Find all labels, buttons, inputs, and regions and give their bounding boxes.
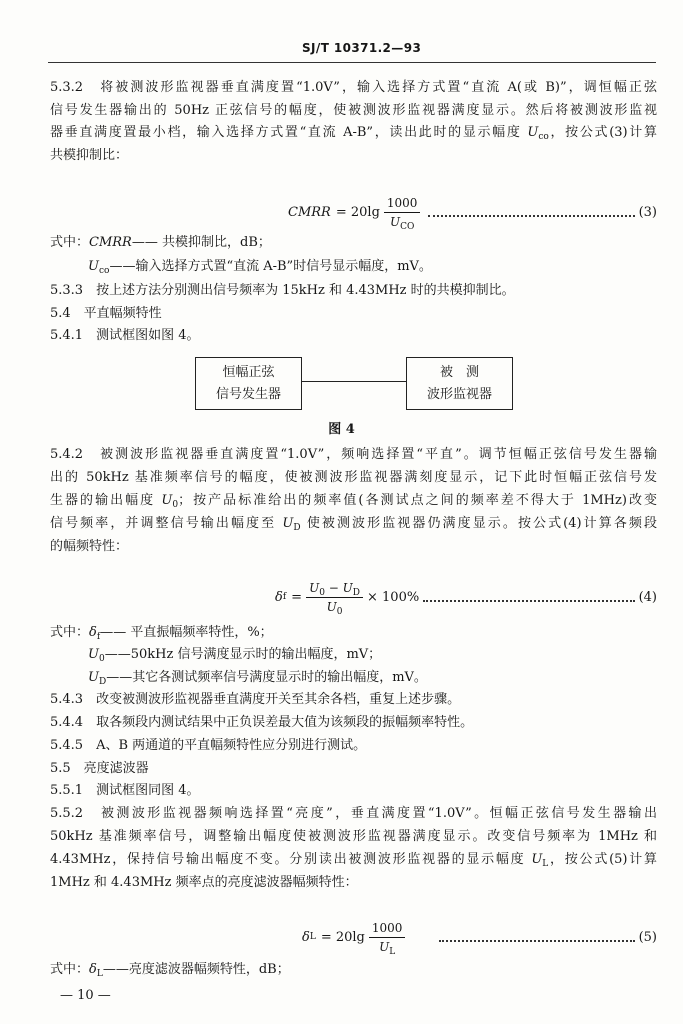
clause-5-4-2-line-5: 的幅频特性：	[50, 539, 129, 554]
formula-number: (4)	[638, 589, 657, 605]
fraction-denominator	[324, 598, 346, 615]
standard-code-header: SJ/T 10371.2—93	[302, 41, 422, 55]
clause-5-4-4: 5.4.4 取各频段内测试结果中正负误差最大值为该频段的振幅频率特性。	[50, 715, 474, 730]
box-label-line: 波形监视器	[426, 387, 492, 402]
symbol-delta: δ	[89, 625, 97, 640]
text-segment: 使被测波形监视器仍满度显示。按公式(4)计算各频段	[300, 516, 657, 531]
symbol-u: U	[527, 125, 539, 140]
fraction-denominator	[387, 213, 417, 230]
symbol-subscript: CO	[400, 221, 415, 232]
formula-number: (5)	[638, 929, 657, 945]
figure-caption: 图 4	[328, 422, 355, 437]
section-heading-5-4: 5.4 平直幅频特性	[50, 306, 162, 321]
where-clause-line	[88, 257, 657, 277]
symbol-delta: δ	[275, 589, 283, 605]
symbol-u: U	[282, 516, 294, 531]
text-segment: 生器的输出幅度	[50, 493, 162, 508]
symbol-description: —— 平直振幅频率特性，%；	[100, 625, 273, 640]
text-segment: ，按公式(5)计算	[548, 852, 658, 867]
symbol-cmrr: CMRR	[89, 235, 132, 250]
box-label-line: 信号发生器	[215, 387, 281, 402]
clause-5-5-2-line-2: 50kHz 基准频率信号，调整输出幅度使被测波形监视器满度显示。改变信号频率为 1MHz 和	[50, 829, 657, 844]
formula-5: δ L = 20lg $\frac{1000}{U_L}$ (5)	[302, 920, 657, 957]
clause-5-3-3: 5.3.3 按上述方法分别测出信号频率为 15kHz 和 4.43MHz 时的共模抑制比。	[50, 283, 515, 298]
formula-operator: =	[291, 589, 303, 605]
formula-operator: = 20lg	[335, 204, 380, 220]
text-segment: 器垂直满度置最小档，输入选择方式置“直流 A-B”，读出此时的显示幅度	[50, 125, 528, 140]
where-clause-line	[88, 668, 657, 688]
formula-number: (3)	[638, 204, 657, 220]
symbol-description: ——输入选择方式置“直流 A-B”时信号显示幅度，mV。	[109, 259, 432, 274]
fraction-denominator	[376, 938, 398, 955]
section-heading-5-5: 5.5 亮度滤波器	[50, 761, 149, 776]
formula-4: δ f = $\frac{U_0 - U_D}{U_0}$ × 100% (4)	[275, 580, 657, 617]
signal-generator-box	[195, 357, 302, 410]
text-segment: 4.43MHz，保持信号输出幅度不变。分别读出被测波形监视器的显示幅度	[50, 852, 532, 867]
symbol-subscript: co	[538, 132, 549, 142]
symbol-u: U	[161, 493, 173, 508]
clause-5-4-2-line-2: 出的 50kHz 基准频率信号的幅度，使被测波形监视器满刻度显示，记下此时恒幅正弦信号发	[50, 470, 657, 485]
symbol-u: U	[88, 259, 99, 274]
symbol-subscript: 0	[336, 606, 343, 617]
symbol-delta: δ	[89, 962, 97, 977]
clause-5-5-2-line-3	[50, 850, 657, 870]
text-segment: ；按产品标准给出的频率值(各测试点之间的频率差不得大于 1MHz)改变	[178, 493, 657, 508]
box-label-line: 被 测	[439, 365, 479, 380]
clause-5-4-2-line-1: 5.4.2 被测波形监视器垂直满度置“1.0V”，频响选择置“平直”。调节恒幅正弦信号发生器输	[50, 447, 657, 462]
symbol-subscript: D	[352, 587, 360, 598]
formula-fraction	[306, 580, 363, 615]
clause-5-5-2-line-1: 5.5.2 被测波形监视器频响选择置“亮度”，垂直满度置“1.0V”。恒幅正弦信号发生器输出	[50, 806, 657, 821]
formula-operator: = 20lg	[320, 929, 365, 945]
where-label: 式中：	[50, 962, 90, 977]
clause-5-5-1: 5.5.1 测试框图同图 4。	[50, 783, 200, 798]
dot-leader	[423, 600, 634, 602]
symbol-description: ——亮度滤波器幅频特性，dB；	[102, 962, 290, 977]
symbol-subscript: co	[98, 266, 110, 276]
text-segment: ，按公式(3)计算	[548, 125, 657, 140]
symbol-delta: δ	[302, 929, 310, 945]
symbol-u: U	[379, 939, 390, 954]
dot-leader	[439, 940, 634, 942]
symbol-subscript: f	[96, 632, 101, 642]
where-clause-line	[50, 233, 657, 253]
symbol-subscript: 0	[319, 587, 325, 598]
symbol-subscript: D	[293, 523, 301, 533]
clause-5-4-1: 5.4.1 测试框图如图 4。	[50, 328, 200, 343]
symbol-u: U	[389, 214, 401, 229]
formula-3	[288, 190, 657, 234]
symbol-subscript: 0	[98, 654, 105, 664]
symbol-subscript: L	[542, 859, 549, 869]
fraction-numerator	[306, 580, 363, 598]
symbol-u: U	[88, 647, 99, 662]
clause-5-4-5: 5.4.5 A、B 两通道的平直幅频特性应分别进行测试。	[50, 738, 367, 753]
symbol-subscript: 0	[172, 500, 179, 510]
box-label-line: 恒幅正弦	[222, 365, 275, 380]
fraction-numerator: 1000	[369, 920, 406, 938]
clause-5-3-2-line-4: 共模抑制比：	[50, 148, 129, 163]
where-clause-line	[50, 960, 657, 980]
where-clause-line	[88, 645, 657, 665]
text-segment: 信号频率，并调整信号输出幅度至	[50, 516, 283, 531]
formula-fraction	[384, 195, 421, 230]
symbol-u: U	[88, 670, 99, 685]
clause-5-3-2-line-1: 5.3.2 将被测波形监视器垂直满度置“1.0V”，输入选择方式置“直流 A(或 B)”，调恒幅正弦	[50, 80, 657, 95]
symbol-u: U	[309, 580, 320, 595]
symbol-description: ——50kHz 信号满度显示时的输出幅度，mV；	[104, 647, 382, 662]
connection-line	[302, 381, 406, 382]
waveform-monitor-box	[406, 357, 513, 410]
symbol-description: —— 共模抑制比，dB；	[131, 235, 271, 250]
fraction-numerator: 1000	[384, 195, 421, 213]
formula-multiplier: × 100%	[367, 589, 420, 605]
where-label: 式中：	[50, 625, 90, 640]
formula-lhs: CMRR	[288, 204, 331, 220]
symbol-subscript: L	[96, 969, 103, 979]
page-number: — 10 —	[60, 988, 111, 1003]
symbol-subscript: L	[389, 946, 396, 957]
where-clause-line	[50, 623, 657, 643]
where-label: 式中：	[50, 235, 90, 250]
symbol-subscript: D	[98, 677, 107, 687]
clause-5-3-2-line-3	[50, 123, 657, 143]
formula-fraction	[369, 920, 406, 955]
symbol-description: ——其它各测试频率信号满度显示时的输出幅度，mV。	[106, 670, 427, 685]
clause-5-4-2-line-3	[50, 491, 657, 511]
clause-5-5-2-line-4: 1MHz 和 4.43MHz 频率点的亮度滤波器幅频特性：	[50, 875, 358, 890]
symbol-u: U	[342, 580, 353, 595]
symbol-u: U	[531, 852, 543, 867]
minus-operator: −	[328, 580, 339, 595]
symbol-u: U	[326, 599, 337, 614]
clause-5-3-2-line-2: 信号发生器输出的 50Hz 正弦信号的幅度，使被测波形监视器满度显示。然后将被测波形监视	[50, 103, 657, 118]
clause-5-4-2-line-4	[50, 514, 657, 534]
dot-leader	[428, 215, 634, 217]
header-rule	[48, 62, 656, 63]
clause-5-4-3: 5.4.3 改变被测波形监视器垂直满度开关至其余各档，重复上述步骤。	[50, 692, 461, 707]
